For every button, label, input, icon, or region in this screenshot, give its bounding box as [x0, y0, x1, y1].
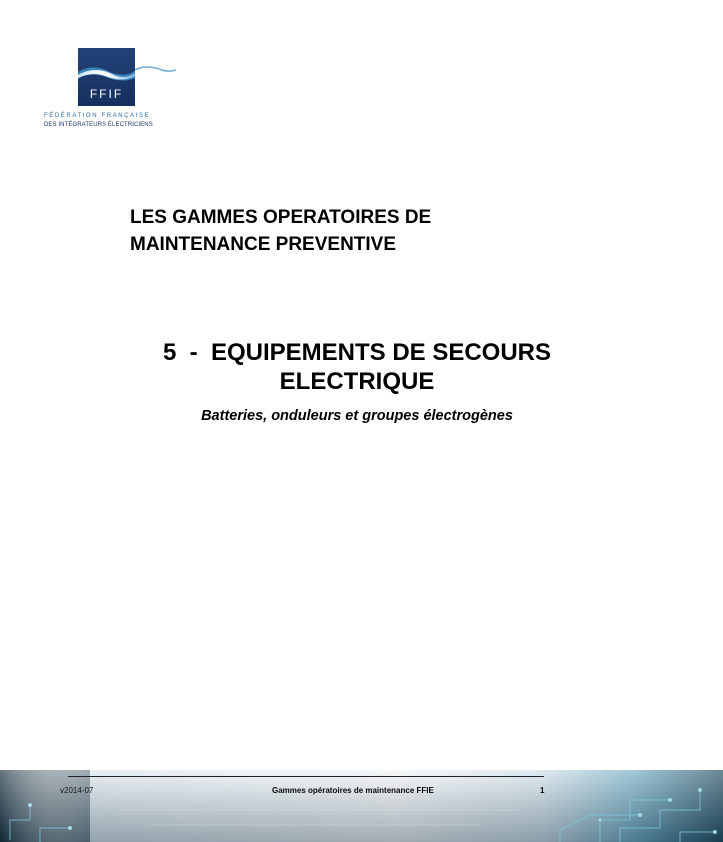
footer-page-number: 1	[540, 786, 545, 795]
document-title	[130, 204, 431, 258]
section-title-line1: 5 - EQUIPEMENTS DE SECOURS	[162, 339, 552, 366]
document-title-line1: LES GAMMES OPERATOIRES DE	[130, 207, 432, 228]
section-title-line2: ELECTRIQUE	[279, 368, 435, 395]
logo-brand-text: FFIF	[89, 87, 124, 101]
footer-document-name: Gammes opératoires de maintenance FFIE	[272, 786, 434, 795]
document-title-line2: MAINTENANCE PREVENTIVE	[130, 234, 397, 255]
logo-tagline-line2: DES INTÉGRATEURS ÉLECTRICIENS	[44, 122, 153, 128]
page-footer	[0, 770, 723, 842]
logo-tagline-line1: FÉDÉRATION FRANÇAISE	[44, 113, 151, 119]
ffif-logo	[44, 48, 168, 132]
footer-circuit-background	[0, 770, 723, 842]
section-subtitle: Batteries, onduleurs et groupes électrogènes	[201, 408, 513, 424]
footer-version: v2014-07	[60, 786, 94, 795]
section-title	[0, 338, 714, 396]
ffif-logo-mark	[78, 48, 176, 106]
footer-divider	[68, 776, 544, 777]
